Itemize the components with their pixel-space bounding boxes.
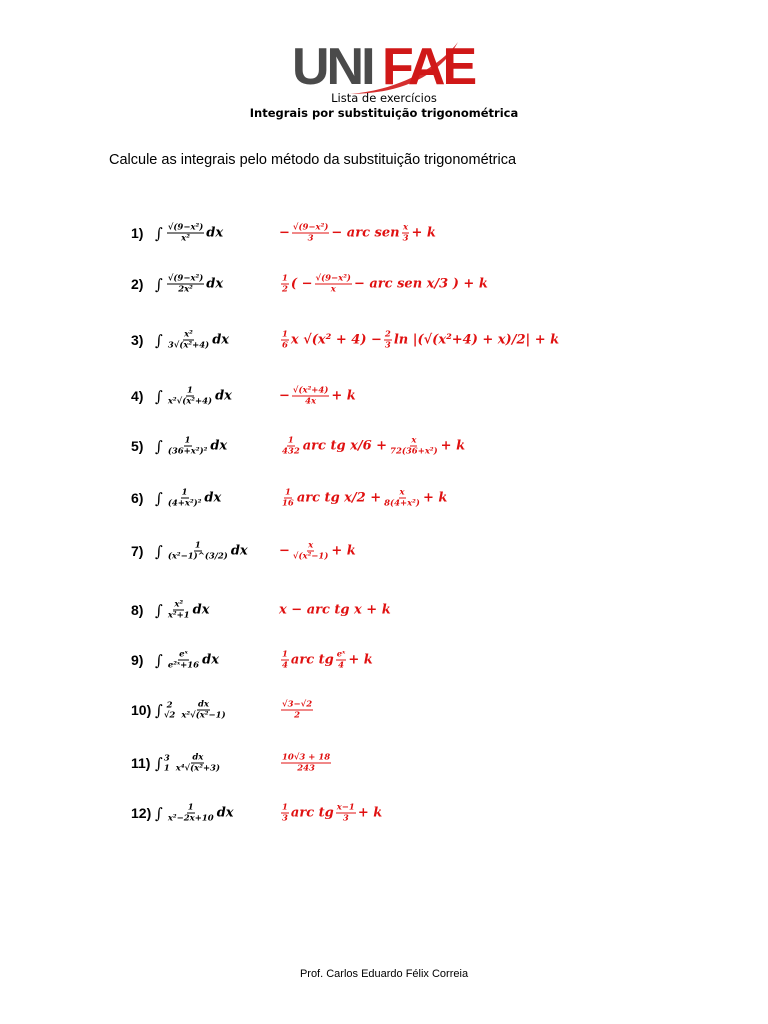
integral-limits xyxy=(163,753,171,773)
differential: dx xyxy=(215,388,232,404)
answer-fraction xyxy=(292,386,329,407)
answer-suffix: + k xyxy=(348,652,373,668)
fraction-denominator: x²√(x²−1) xyxy=(181,710,226,721)
exercise-number: 10) xyxy=(131,702,152,718)
fraction-numerator: 1 xyxy=(186,385,193,396)
fraction-numerator: 1 xyxy=(184,435,191,446)
integral-expression xyxy=(155,600,210,621)
integral-sign: ∫ xyxy=(155,275,163,293)
integrand-fraction xyxy=(167,803,215,824)
fraction-numerator: √(9−x²) xyxy=(167,273,204,284)
fraction-denominator: x xyxy=(330,284,336,295)
integral-expression xyxy=(155,488,221,509)
fraction-numerator: dx xyxy=(197,699,209,710)
fraction-denominator: (4+x²)² xyxy=(167,498,202,509)
answer-fraction-2 xyxy=(315,274,352,295)
answer-suffix: + k xyxy=(411,225,436,241)
fraction-numerator: √(9−x²) xyxy=(167,222,204,233)
fraction-numerator: x xyxy=(399,487,405,498)
fraction-denominator: 243 xyxy=(297,763,315,774)
integrand-fraction xyxy=(167,650,200,671)
answer-expression xyxy=(279,603,391,618)
answer-fraction-2 xyxy=(384,330,392,351)
fraction-denominator: (x²−1)^(3/2) xyxy=(167,551,228,562)
exercise-row xyxy=(131,475,651,521)
integrand-fraction xyxy=(167,436,209,457)
fraction-denominator: 2 xyxy=(294,710,301,721)
fraction-numerator: 1 xyxy=(282,802,288,813)
list-subtitle: Integrais por substituição trigonométrica xyxy=(249,106,519,120)
integrand-fraction xyxy=(167,600,191,621)
fraction-numerator: √(9−x²) xyxy=(315,273,351,284)
fraction-denominator: 3 xyxy=(384,340,391,351)
fraction-denominator: 4 xyxy=(338,660,344,671)
integral-expression xyxy=(155,386,232,407)
exercise-number: 6) xyxy=(131,490,144,506)
integral-expression xyxy=(155,541,248,562)
integral-sign: ∫ xyxy=(155,489,163,507)
answer-suffix: + k xyxy=(440,438,466,454)
integrand-fraction xyxy=(167,274,204,295)
fraction-denominator: x²+1 xyxy=(167,610,190,621)
answer-prefix: − xyxy=(279,225,290,241)
lower-limit: 1 xyxy=(163,763,170,773)
list-title: Lista de exercícios xyxy=(331,91,437,105)
svg-text:UNI: UNI xyxy=(292,38,373,96)
answer-fraction xyxy=(281,753,331,774)
fraction-denominator: √(x²−1) xyxy=(292,551,329,562)
integral-sign: ∫ xyxy=(155,754,163,772)
answer-suffix: − arc sen x/3 ) + k xyxy=(353,276,488,292)
fraction-numerator: 1 xyxy=(194,540,201,551)
integrand-fraction xyxy=(180,700,226,721)
answer-expression xyxy=(279,541,356,562)
answer-expression xyxy=(279,223,436,244)
answer-middle: x √(x² + 4) − xyxy=(290,332,382,348)
fraction-numerator: dx xyxy=(192,752,204,763)
exercise-number: 12) xyxy=(131,805,152,821)
integrand-fraction xyxy=(167,541,229,562)
answer-fraction-2 xyxy=(336,803,356,824)
exercise-number: 7) xyxy=(131,543,144,559)
integral-expression xyxy=(155,753,223,774)
fraction-numerator: 1 xyxy=(181,487,188,498)
answer-expression xyxy=(279,488,447,509)
exercise-row xyxy=(131,261,651,307)
svg-text:FAE: FAE xyxy=(382,38,475,96)
fraction-denominator: 8(4+x²) xyxy=(384,498,420,509)
integral-sign: ∫ xyxy=(155,224,163,242)
integral-sign: ∫ xyxy=(155,601,163,619)
integrand-fraction xyxy=(167,488,203,509)
fraction-denominator: 3 xyxy=(282,813,288,824)
answer-middle: x − arc tg x + k xyxy=(279,602,391,618)
integral-expression xyxy=(155,803,234,824)
fraction-denominator: 3 xyxy=(342,813,349,824)
integral-sign: ∫ xyxy=(155,331,163,349)
lower-limit: √2 xyxy=(163,710,176,720)
exercise-number: 1) xyxy=(131,225,144,241)
fraction-numerator: eˣ xyxy=(336,649,346,660)
integral-sign: ∫ xyxy=(155,542,163,560)
answer-fraction-2 xyxy=(389,436,439,457)
answer-fraction xyxy=(281,700,313,721)
answer-middle: ( − xyxy=(290,276,313,292)
exercise-row xyxy=(131,423,651,469)
differential: dx xyxy=(212,332,230,348)
answer-suffix: ln |(√(x²+4) + x)/2| + k xyxy=(393,332,560,348)
answer-fraction xyxy=(281,650,289,671)
fraction-numerator: 10√3 + 18 xyxy=(282,752,331,763)
exercise-row xyxy=(131,528,651,574)
exercise-number: 11) xyxy=(131,755,151,771)
instruction-text: Calcule as integrais pelo método da substituição trigonométrica xyxy=(109,152,517,168)
exercise-number: 2) xyxy=(131,276,144,292)
footer-author: Prof. Carlos Eduardo Félix Correia xyxy=(299,968,469,980)
answer-fraction-2 xyxy=(402,223,410,244)
integral-limits xyxy=(163,700,177,720)
exercise-row xyxy=(131,740,651,786)
integral-sign: ∫ xyxy=(155,804,163,822)
fraction-numerator: √3−√2 xyxy=(282,699,313,710)
answer-fraction xyxy=(281,436,301,457)
exercise-number: 4) xyxy=(131,388,144,404)
fraction-denominator: 6 xyxy=(282,340,288,351)
fraction-denominator: x²√(x²+4) xyxy=(167,396,213,407)
answer-expression xyxy=(279,386,356,407)
integral-expression xyxy=(155,700,229,721)
differential: dx xyxy=(204,490,222,506)
answer-expression xyxy=(279,650,373,671)
integrand-fraction xyxy=(175,753,221,774)
answer-expression xyxy=(279,753,333,774)
integral-expression xyxy=(155,274,223,295)
fraction-denominator: x⁴√(x²+3) xyxy=(175,763,220,774)
answer-suffix: + k xyxy=(422,490,448,506)
exercise-row xyxy=(131,210,651,256)
fraction-numerator: √(x²+4) xyxy=(292,385,329,396)
fraction-denominator: 3√(x²+4) xyxy=(167,340,210,351)
fraction-numerator: 1 xyxy=(282,649,288,660)
integral-sign: ∫ xyxy=(155,387,163,405)
differential: dx xyxy=(230,543,248,559)
differential: dx xyxy=(210,438,228,454)
differential: dx xyxy=(206,276,224,292)
upper-limit: 3 xyxy=(163,753,170,763)
exercise-number: 9) xyxy=(131,652,144,668)
fraction-denominator: 4x xyxy=(305,396,317,407)
exercise-row xyxy=(131,317,651,363)
fraction-numerator: √(9−x²) xyxy=(292,222,329,233)
answer-fraction xyxy=(281,274,289,295)
answer-fraction xyxy=(281,488,295,509)
answer-fraction-2 xyxy=(383,488,421,509)
fraction-numerator: x xyxy=(411,435,417,446)
answer-fraction xyxy=(292,223,329,244)
integrand-fraction xyxy=(167,330,210,351)
integral-expression xyxy=(155,650,219,671)
fraction-numerator: 1 xyxy=(287,435,294,446)
fraction-denominator: x²−2x+10 xyxy=(167,813,214,824)
fraction-numerator: x² xyxy=(184,329,193,340)
fraction-denominator: e²ˣ+16 xyxy=(167,660,200,671)
answer-prefix: − xyxy=(279,388,290,404)
answer-middle: arc tg x/6 + xyxy=(302,438,388,454)
exercise-row xyxy=(131,637,651,683)
answer-expression xyxy=(279,330,559,351)
fraction-numerator: 1 xyxy=(187,802,194,813)
answer-expression xyxy=(279,803,382,824)
unifae-logo xyxy=(290,36,480,96)
answer-middle: arc tg xyxy=(290,805,334,821)
fraction-numerator: 1 xyxy=(282,329,288,340)
integral-sign: ∫ xyxy=(155,437,163,455)
fraction-denominator: 432 xyxy=(282,446,300,457)
fraction-denominator: 72(36+x²) xyxy=(390,446,438,457)
integral-sign: ∫ xyxy=(155,651,163,669)
exercise-row xyxy=(131,687,651,733)
integral-expression xyxy=(155,223,223,244)
differential: dx xyxy=(216,805,234,821)
upper-limit: 2 xyxy=(166,700,173,710)
fraction-numerator: x² xyxy=(174,599,184,610)
exercise-row xyxy=(131,587,651,633)
differential: dx xyxy=(202,652,219,668)
integrand-fraction xyxy=(167,223,204,244)
exercise-number: 3) xyxy=(131,332,144,348)
fraction-denominator: 3 xyxy=(402,233,409,244)
integral-expression xyxy=(155,436,227,457)
fraction-numerator: x−1 xyxy=(336,802,355,813)
fraction-denominator: 16 xyxy=(282,498,294,509)
answer-expression xyxy=(279,274,488,295)
integral-sign: ∫ xyxy=(155,701,163,719)
exercise-row xyxy=(131,790,651,836)
differential: dx xyxy=(206,225,224,241)
answer-prefix: − xyxy=(279,543,290,559)
fraction-numerator: eˣ xyxy=(179,649,188,660)
answer-fraction-2 xyxy=(336,650,347,671)
answer-suffix: + k xyxy=(331,543,356,559)
answer-fraction xyxy=(292,541,329,562)
answer-expression xyxy=(279,700,315,721)
answer-expression xyxy=(279,436,465,457)
fraction-numerator: x xyxy=(402,222,409,233)
exercise-number: 8) xyxy=(131,602,144,618)
exercise-row xyxy=(131,373,651,419)
fraction-denominator: 2 xyxy=(282,284,288,295)
differential: dx xyxy=(192,602,210,618)
fraction-denominator: 2x² xyxy=(178,284,193,295)
answer-middle: arc tg xyxy=(290,652,334,668)
answer-middle: arc tg x/2 + xyxy=(296,490,382,506)
fraction-numerator: 2 xyxy=(384,329,391,340)
fraction-numerator: 1 xyxy=(282,273,288,284)
fraction-denominator: 4 xyxy=(282,660,288,671)
logo-graphic xyxy=(290,36,480,96)
answer-suffix: + k xyxy=(331,388,356,404)
fraction-denominator: 3 xyxy=(307,233,314,244)
answer-middle: − arc sen xyxy=(331,225,400,241)
exercise-number: 5) xyxy=(131,438,144,454)
integrand-fraction xyxy=(167,386,213,407)
fraction-denominator: x² xyxy=(181,233,190,244)
fraction-denominator: (36+x²)² xyxy=(167,446,208,457)
answer-fraction xyxy=(281,803,289,824)
answer-fraction xyxy=(281,330,289,351)
fraction-numerator: 1 xyxy=(284,487,291,498)
integral-expression xyxy=(155,330,229,351)
answer-suffix: + k xyxy=(357,805,383,821)
fraction-numerator: x xyxy=(308,540,314,551)
